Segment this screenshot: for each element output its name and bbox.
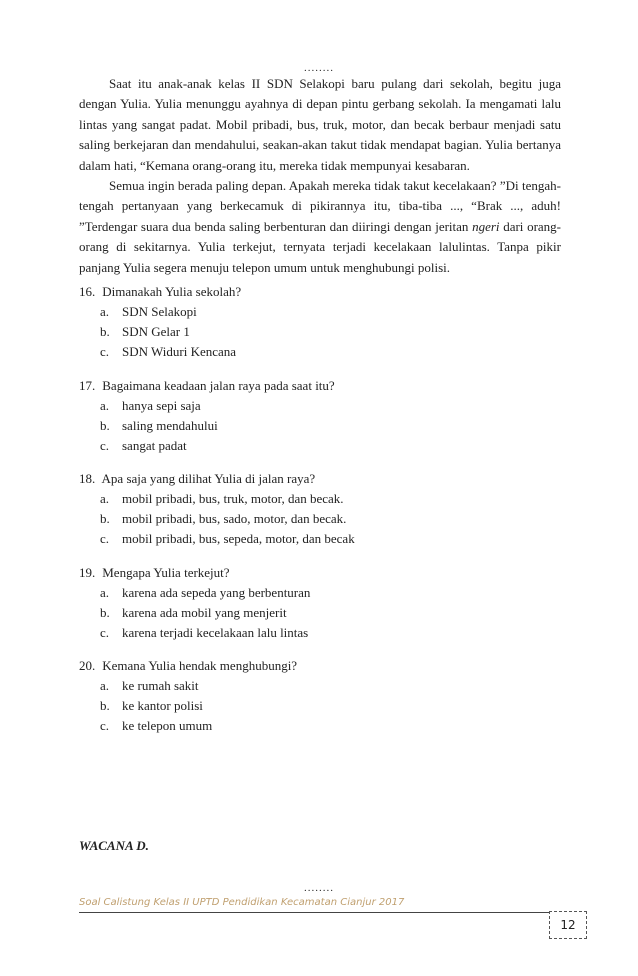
passage-paragraph-2	[79, 176, 561, 278]
question-text: Kemana Yulia hendak menghubungi?	[102, 658, 298, 673]
question-number: 18.	[79, 471, 96, 486]
option-b: b. mobil pribadi, bus, sado, motor, dan becak.	[100, 511, 347, 526]
option-a: a. SDN Selakopi	[100, 304, 197, 319]
option-c: c. SDN Widuri Kencana	[100, 344, 237, 359]
option-c: c. mobil pribadi, bus, sepeda, motor, dan becak	[100, 531, 355, 546]
question-text: Dimanakah Yulia sekolah?	[102, 284, 242, 299]
passage-italic-word: ngeri	[472, 218, 500, 234]
question-16	[79, 282, 561, 362]
option-c: c. ke telepon umum	[100, 718, 213, 733]
footer-text: Soal Calistung Kelas II UPTD Pendidikan Kecamatan Cianjur 2017	[79, 897, 405, 908]
question-text: Mengapa Yulia terkejut?	[102, 565, 230, 580]
option-a: a. ke rumah sakit	[100, 678, 199, 693]
question-text: Bagaimana keadaan jalan raya pada saat itu?	[102, 378, 335, 393]
question-20	[79, 656, 561, 736]
question-number: 16.	[79, 284, 96, 299]
option-b: b. karena ada mobil yang menjerit	[100, 605, 287, 620]
passage-text-2a: Semua ingin berada paling depan. Apakah mereka tidak takut kecelakaan? ”Di tengah-tengah pertanyaan yang berkecamuk di pikirannya itu, tiba-tiba ..., “Brak ..., aduh! ”Terdengar suara dua benda saling berbenturan dan diiringi dengan jeritan	[79, 178, 561, 234]
option-a: a. mobil pribadi, bus, truk, motor, dan becak.	[100, 491, 344, 506]
footer-divider	[79, 912, 550, 913]
question-number: 17.	[79, 378, 96, 393]
option-a: a. hanya sepi saja	[100, 398, 201, 413]
question-number: 19.	[79, 565, 96, 580]
option-b: b. saling mendahului	[100, 418, 218, 433]
option-b: b. ke kantor polisi	[100, 698, 203, 713]
passage-paragraph-1	[79, 74, 561, 176]
header-dots: ........	[304, 62, 334, 74]
question-text: Apa saja yang dilihat Yulia di jalan raya?	[101, 471, 316, 486]
option-a: a. karena ada sepeda yang berbenturan	[100, 585, 311, 600]
passage-text-1: Saat itu anak-anak kelas II SDN Selakopi baru pulang dari sekolah, begitu juga dengan Yulia. Yulia menunggu ayahnya di depan pintu gerbang sekolah. Ia mengamati lalu lintas yang sangat padat. Mobil pribadi, bus, truk, motor, dan becak berbaur menjadi satu saling berkejaran dan mendahului, seakan-akan takut tidak mendapat bagian. Yulia bertanya dalam hati, “Kemana orang-orang itu, mereka tidak mempunyai kesabaran.	[79, 76, 561, 173]
option-c: c. karena terjadi kecelakaan lalu lintas	[100, 625, 309, 640]
question-19	[79, 563, 561, 643]
footer-dots: ........	[304, 882, 334, 894]
section-heading: WACANA D.	[79, 838, 149, 853]
passage-text-2b: dari orang-orang di sekitarnya. Yulia terkejut, ternyata terjadi kecelakaan lalulintas. Tanpa pikir panjang Yulia segera menuju telepon umum untuk menghubungi polisi.	[79, 218, 561, 275]
question-number: 20.	[79, 658, 96, 673]
option-c: c. sangat padat	[100, 438, 187, 453]
option-b: b. SDN Gelar 1	[100, 324, 190, 339]
question-17	[79, 376, 561, 456]
page-number: 12	[549, 911, 587, 939]
question-18	[79, 469, 561, 549]
